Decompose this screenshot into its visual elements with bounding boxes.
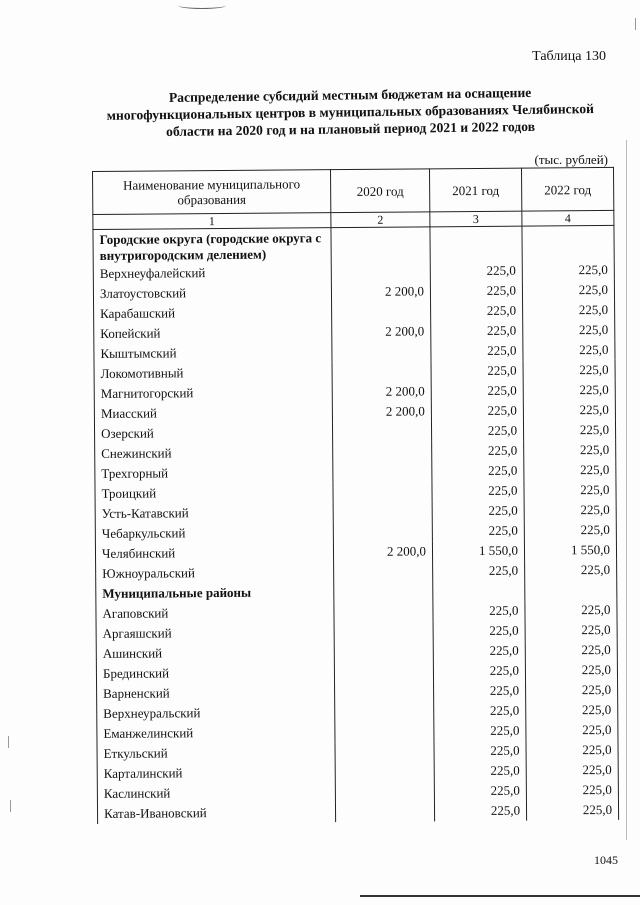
municipality-name: Ашинский	[96, 642, 334, 664]
value-2022: 225,0	[525, 560, 617, 581]
value-2021: 225,0	[431, 401, 523, 422]
group-heading: Муниципальные районы	[96, 582, 334, 604]
municipality-name: Катав-Ивановский	[97, 802, 335, 824]
value-2021: 225,0	[432, 501, 524, 522]
value-2022: 225,0	[523, 360, 615, 381]
header-2020: 2020 год	[330, 169, 429, 213]
value-2020	[335, 781, 434, 802]
value-2022: 225,0	[526, 800, 618, 821]
table-row	[97, 800, 618, 824]
scan-artifact-dot	[635, 18, 636, 30]
value-2022: 225,0	[522, 280, 614, 301]
municipality-name: Усть-Катавский	[95, 502, 333, 524]
column-index: 3	[430, 211, 522, 227]
value-2020	[332, 341, 431, 362]
value-2021: 225,0	[434, 701, 526, 722]
value-2022: 225,0	[523, 340, 615, 361]
group-heading: Городские округа (городские округа с внутригородским делением)	[93, 228, 331, 264]
value-2021: 225,0	[432, 481, 524, 502]
column-index: 4	[522, 210, 614, 226]
value-2022: 225,0	[526, 740, 618, 761]
value-2022: 225,0	[526, 700, 618, 721]
municipality-name: Миасский	[94, 402, 332, 424]
municipality-name: Еманжелинский	[97, 722, 335, 744]
municipality-name: Магнитогорский	[94, 382, 332, 404]
header-2022: 2022 год	[521, 167, 613, 211]
value-2020: 2 200,0	[332, 401, 431, 422]
column-index: 2	[331, 212, 430, 228]
value-2020	[334, 561, 433, 582]
value-2020	[335, 761, 434, 782]
municipality-name: Троицкий	[95, 482, 333, 504]
municipality-name: Карталинский	[97, 762, 335, 784]
value-2021: 225,0	[431, 321, 523, 342]
value-2020	[334, 601, 433, 622]
municipality-name: Озерский	[94, 422, 332, 444]
value-2021: 225,0	[433, 621, 525, 642]
group-row	[93, 225, 614, 264]
value-2020: 2 200,0	[332, 381, 431, 402]
value-2020	[332, 301, 431, 322]
municipality-name: Южноуральский	[96, 562, 334, 584]
value-2021: 225,0	[432, 521, 524, 542]
municipality-name: Златоустовский	[93, 282, 331, 304]
value-2022: 225,0	[523, 380, 615, 401]
value-2022: 225,0	[524, 500, 616, 521]
value-2020	[334, 661, 433, 682]
value-2021: 225,0	[431, 301, 523, 322]
value-2022: 225,0	[525, 640, 617, 661]
value-2022: 225,0	[522, 260, 614, 281]
municipality-name: Верхнеуральский	[97, 702, 335, 724]
value-2021: 225,0	[434, 721, 526, 742]
value-2021: 225,0	[433, 561, 525, 582]
value-2022: 225,0	[524, 440, 616, 461]
column-index: 1	[93, 213, 331, 230]
scan-artifact-dot	[10, 800, 11, 812]
value-2022: 225,0	[523, 420, 615, 441]
value-2022: 225,0	[524, 480, 616, 501]
value-2020	[333, 521, 432, 542]
value-2020: 2 200,0	[333, 541, 432, 562]
value-2021: 225,0	[434, 761, 526, 782]
value-2021: 225,0	[431, 421, 523, 442]
value-2020	[335, 681, 434, 702]
value-2020	[335, 701, 434, 722]
value-2020	[335, 801, 434, 822]
scan-artifact-line	[626, 140, 627, 840]
value-2021: 225,0	[431, 341, 523, 362]
value-2021: 225,0	[434, 781, 526, 802]
value-2021: 1 550,0	[432, 541, 524, 562]
municipality-name: Верхнеуфалейский	[93, 262, 331, 284]
municipality-name: Каслинский	[97, 782, 335, 804]
value-2020	[333, 481, 432, 502]
value-2022: 225,0	[523, 400, 615, 421]
value-2021: 225,0	[432, 461, 524, 482]
value-2021: 225,0	[431, 361, 523, 382]
scan-artifact-dot	[8, 736, 9, 748]
value-2021: 225,0	[431, 381, 523, 402]
municipality-name: Локомотивный	[94, 362, 332, 384]
value-2020	[333, 461, 432, 482]
value-2021: 225,0	[434, 681, 526, 702]
scan-artifact-bottom-line	[360, 895, 640, 897]
value-2022: 225,0	[526, 720, 618, 741]
value-2022: 225,0	[523, 300, 615, 321]
value-2022: 225,0	[525, 620, 617, 641]
header-2021: 2021 год	[429, 168, 521, 212]
value-2021: 225,0	[430, 261, 522, 282]
value-2020	[331, 261, 430, 282]
value-2021: 225,0	[434, 801, 526, 822]
scan-artifact-mark	[178, 2, 226, 9]
municipality-name: Копейский	[94, 322, 332, 344]
value-2022: 1 550,0	[524, 540, 616, 561]
value-2021: 225,0	[433, 641, 525, 662]
value-2020	[332, 361, 431, 382]
document-title: Распределение субсидий местным бюджетам на оснащение многофункциональных центров в муниципальных образованиях Челябинской области на 2020 год и на плановый период 2021 и 2022 годов	[106, 84, 595, 140]
table-number: Таблица 130	[532, 49, 606, 64]
value-2022: 225,0	[523, 320, 615, 341]
municipality-name: Аргаяшский	[96, 622, 334, 644]
municipality-name: Челябинский	[95, 542, 333, 564]
value-2021: 225,0	[434, 741, 526, 762]
municipality-name: Агаповский	[96, 602, 334, 624]
value-2020: 2 200,0	[331, 281, 430, 302]
value-2020	[334, 641, 433, 662]
value-2022: 225,0	[526, 780, 618, 801]
subsidy-table	[92, 167, 618, 824]
value-2021: 225,0	[433, 601, 525, 622]
value-2021: 225,0	[433, 661, 525, 682]
municipality-name: Еткульский	[97, 742, 335, 764]
value-2022: 225,0	[525, 660, 617, 681]
municipality-name: Карабашский	[94, 302, 332, 324]
municipality-name: Варненский	[97, 682, 335, 704]
value-2020	[332, 421, 431, 442]
municipality-name: Трехгорный	[95, 462, 333, 484]
value-2020: 2 200,0	[332, 321, 431, 342]
value-2020	[335, 741, 434, 762]
municipality-name: Кыштымский	[94, 342, 332, 364]
value-2022: 225,0	[526, 680, 618, 701]
municipality-name: Брединский	[96, 662, 334, 684]
value-2022: 225,0	[524, 520, 616, 541]
municipality-name: Чебаркульский	[95, 522, 333, 544]
value-2020	[334, 621, 433, 642]
value-2020	[333, 501, 432, 522]
header-name: Наименование муниципального образования	[93, 170, 331, 215]
value-2022: 225,0	[525, 600, 617, 621]
unit-label: (тыс. рублей)	[534, 152, 608, 167]
page-number: 1045	[594, 853, 618, 867]
value-2020	[333, 441, 432, 462]
value-2022: 225,0	[526, 760, 618, 781]
value-2021: 225,0	[430, 281, 522, 302]
value-2021: 225,0	[432, 441, 524, 462]
municipality-name: Снежинский	[95, 442, 333, 464]
table-body	[93, 225, 619, 824]
value-2020	[335, 721, 434, 742]
value-2022: 225,0	[524, 460, 616, 481]
